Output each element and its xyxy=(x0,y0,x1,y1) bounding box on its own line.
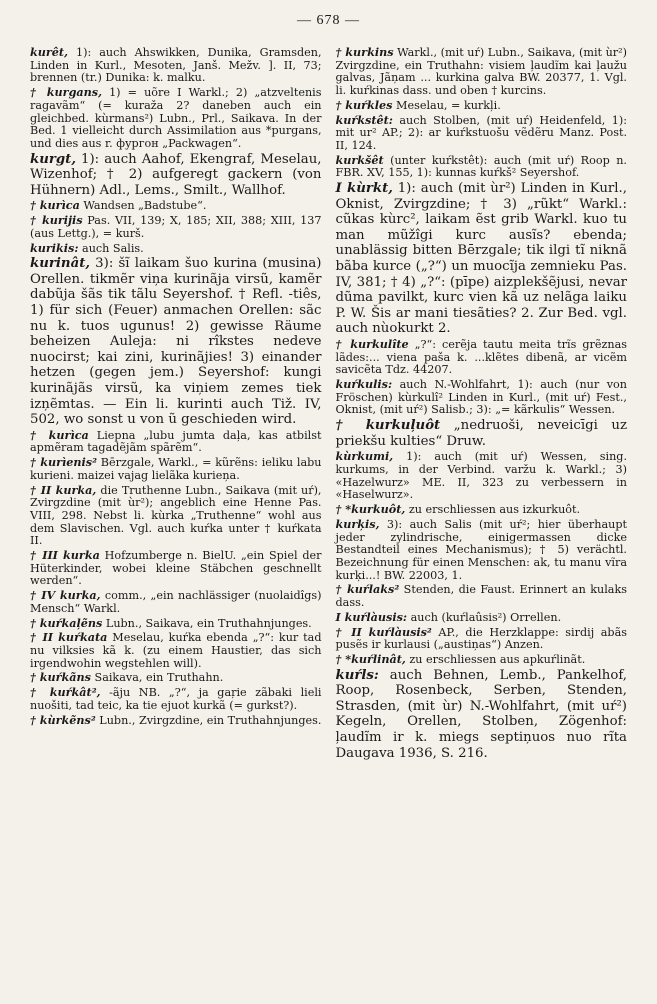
entry-text: 1) = uõre I Warkl.; 2) „atzveltenis ragavãm“ (= kuraža 2? daneben auch ein gleichbed. kùrmans²) Lubn., Prl., Saikava. In der Bed. 1 vielleicht durch Assimilation aus *purgans, und dies aus r. фургон „Packwagen“. xyxy=(30,86,322,150)
entry-text: Meselau, kuŕka ebenda „?“: kur tad nu vilksies kã k. (zu einem Haustier, das sich irgendwohin wegstehlen will). xyxy=(30,631,322,670)
entry-text: -ãju NB. „?“, ja gaŗie zãbaki lieli nuošiti, tad teic, ka tie ejuot kurkã (= gurkst?). xyxy=(30,686,322,712)
entry-text: 3): šĩ laikam šuo kurina (musina) Orellen. tikmẽr viņa kurinãja virsũ, kamẽr dabũja šãs tik tãlu Seyershof. † Refl. -tiês, 1) für sich (Feuer) anmachen Orellen: sãc nu k. tuos ugunus! 2) gewisse Räume beheizen Auleja: ni rîkstes nedeve nuocirst; kai zini, kurinãjies! 3) einander hetzen (gegen jem.) Seyershof: kungi kurinãjãs virsũ, ka viņiem zemes tiek izņẽmtas. — Ein li. kurinti auch Tiž. IV, 502, wo sonst u von ũ geschieden wird. xyxy=(30,256,322,428)
entry-headword: kurinât, xyxy=(30,256,90,272)
entry-headword: † kùrkẽns² xyxy=(30,712,96,727)
entry-text: 1): auch (mit uŕ) Wessen, sing. kurkums, in der Verbind. varžu k. Warkl.; 3) «Hazelwurz» ME. II, 323 zu verbessern in «Haselwurz». xyxy=(335,450,627,502)
entry-text: Lubn., Zvirgzdine, ein Truthahnjunges. xyxy=(95,713,322,727)
entry-text: Liepna „lubu jumta daļa, kas atbilst apmẽram tagadẽjãm spãrẽm“. xyxy=(30,428,322,455)
dictionary-entry xyxy=(336,46,628,98)
entry-text: Stenden, die Faust. Erinnert an kulaks dass. xyxy=(335,583,627,610)
dictionary-entry xyxy=(30,256,322,428)
dictionary-entry xyxy=(336,503,628,517)
page-number: — 678 — xyxy=(297,13,360,28)
dictionary-entry xyxy=(30,549,322,588)
dictionary-entry xyxy=(336,653,628,667)
dictionary-entry xyxy=(30,671,322,685)
dictionary-entry xyxy=(336,114,628,153)
dictionary-entry xyxy=(30,484,322,549)
entry-headword: † kurìca xyxy=(30,427,89,442)
entry-headword: kùrkumi, xyxy=(335,449,394,464)
entry-text: Bērzgale, Warkl., = kũrẽns: ieliku labu kurieni. maizei vajag lielãka kurieņa. xyxy=(30,456,322,482)
entry-text: (unter kuŕkstêt): auch (mit uŕ) Roop n. FBR. XV, 155, 1): kunnas kuŕkš² Seyershof. xyxy=(335,153,627,180)
entry-text: auch N.-Wohlfahrt, 1): auch (nur von Fröschen) kùrkulî² Linden in Kurl., (mit uŕ) Fest., Oknist, (mit uŕ²) Salisb.; 3): „= kãrkulis“ Wessen. xyxy=(335,378,627,417)
right-column xyxy=(336,46,628,762)
entry-headword: kuŕls: xyxy=(335,667,379,683)
entry-headword: † IV kurka, xyxy=(30,588,101,603)
left-column xyxy=(30,46,322,762)
dictionary-entry xyxy=(30,86,322,151)
entry-headword: † II kuŕkata xyxy=(30,630,108,645)
dictionary-entry xyxy=(336,611,628,625)
entry-text: Hofzumberge n. BielU. „ein Spiel der Hüterkinder, wobei kleine Stäbchen geschnellt werden“. xyxy=(30,549,322,588)
entry-headword: † kuŕkât², xyxy=(30,685,101,700)
entry-text: AP., die Herzklappe: sirdij abãs pusẽs ir kurlausi („austiņas“) Anzen. xyxy=(335,625,627,652)
entry-headword: † kurìenis² xyxy=(30,455,97,470)
dictionary-entry xyxy=(30,456,322,482)
entry-text: 1): auch (mit ùr²) Linden in Kurl., Oknist, Zvirgzdine; † 3) „rũkt“ Warkl.: cũkas kùrc², laikam ẽst grib Warkl. kuo tu man mũžîgi kurc ausĩs? ebenda; unablässig bitten Bērzgale; tik ilgi tĩ niknã bãba kurce („?“) un muocĩja zemnieku Pas. IV, 381; † 4) „?“: (pīpe) aizplekšẽjusi, nevar dũma pavilkt, kurc vien kã uz nelãga laiku P. W. Šis ar mani tiesãties? 2. Zur Bed. vgl. auch nùokurkt 2. xyxy=(335,181,627,337)
dictionary-entry xyxy=(336,338,628,377)
dictionary-entry xyxy=(336,154,628,180)
entry-headword: † kurkuļuôt xyxy=(335,418,441,434)
entry-headword: † III kurka xyxy=(30,548,100,563)
entry-text: „?“: cerẽja tautu meita trĩs grẽznas lãdes:... viena paša k. ...klẽtes dibenã, ar vicẽm savicẽta Tdz. 44207. xyxy=(335,337,627,377)
entry-headword: † kuŕkaļẽns xyxy=(30,615,103,630)
dictionary-entry xyxy=(336,626,628,652)
entry-text: 1): auch Ahswikken, Dunika, Gramsden, Linden in Kurl., Mesoten, Janš. Mežv. ]. II, 73; brennen (tr.) Dunika: k. malku. xyxy=(30,46,322,85)
dictionary-entry xyxy=(30,46,322,85)
entry-headword: † *kuŕlinât, xyxy=(335,651,406,666)
entry-text: Pas. VII, 139; X, 185; XII, 388; XIII, 137 (aus Lettg.), = kurš. xyxy=(30,214,322,240)
columns xyxy=(30,46,627,762)
entry-text: Saikava, ein Truthahn. xyxy=(90,671,224,685)
dictionary-entry xyxy=(30,214,322,240)
dictionary-entry xyxy=(30,589,322,615)
entry-headword: I kùrkt, xyxy=(335,181,393,197)
entry-headword: † II kuŕlàusis² xyxy=(335,624,432,639)
dictionary-entry xyxy=(30,631,322,670)
dictionary-entry xyxy=(336,181,628,337)
entry-text: die Truthenne Lubn., Saikava (mit uŕ), Zvirgzdine (mit ùr²); angeblich eine Henne Pas. VIII, 298. Nebst li. kùrka „Truthenne“ wohl aus dem Slavischen. Vgl. auch kuŕka unter † kuŕkata II. xyxy=(30,483,322,548)
entry-headword: † kurìca xyxy=(30,198,80,213)
entry-headword: † kurgans, xyxy=(30,85,102,100)
dictionary-entry xyxy=(30,199,322,213)
entry-headword: † kurkulîte xyxy=(335,336,409,351)
entry-text: auch Behnen, Lemb., Pankelhof, Roop, Rosenbeck, Serben, Stenden, Strasden, (mit ùr) N.-Wohlfahrt, (mit uŕ²) Kegeln, Orellen, Stolben, Zögenhof: ļaudĩm ir k. miegs septiņuos nuo rĩta Daugava 1936, S. 216. xyxy=(335,667,627,761)
dictionary-entry xyxy=(30,242,322,256)
entry-headword: kuŕkulis: xyxy=(335,377,393,392)
entry-text: Meselau, = kurkļi. xyxy=(392,98,501,112)
entry-text: zu erschliessen aus izkurkuôt. xyxy=(405,503,581,517)
entry-text: auch Stolben, (mit uŕ) Heidenfeld, 1): mit ur² AP.; 2): ar kuŕkstuošu vẽdẽru Manz. Post. II, 124. xyxy=(335,113,627,152)
entry-headword: I kuŕlàusis: xyxy=(335,609,408,624)
entry-text: 1): auch Aahof, Ekengraf, Meselau, Wizenhof; † 2) aufgeregt gackern (von Hühnern) Adl., Lems., Smilt., Wallhof. xyxy=(30,151,322,198)
entry-headword: † kuŕkãns xyxy=(30,670,91,685)
entry-headword: kurikis: xyxy=(30,240,79,255)
entry-text: zu erschliessen aus apkuŕlinãt. xyxy=(405,652,586,666)
entry-text: Lubn., Saikava, ein Truthahnjunges. xyxy=(102,616,312,630)
dictionary-entry xyxy=(336,418,628,449)
entry-text: Wandsen „Badstube“. xyxy=(79,199,207,213)
dictionary-entry xyxy=(30,686,322,712)
dictionary-entry xyxy=(336,99,628,113)
entry-headword: † kuŕlaks² xyxy=(335,582,400,597)
dictionary-entry xyxy=(30,429,322,455)
entry-headword: † *kurkuôt, xyxy=(335,502,406,517)
dictionary-entry xyxy=(336,668,628,762)
dictionary-entry xyxy=(336,450,628,502)
dictionary-entry xyxy=(336,583,628,609)
dictionary-entry xyxy=(30,152,322,199)
entry-text: „nedruoši, neveicīgi uz priekšu kulties“ Druw. xyxy=(335,418,627,449)
entry-headword: † kuŕkles xyxy=(335,97,393,112)
entry-text: Warkl., (mit uŕ) Lubn., Saikava, (mit ùr²) Zvirgzdine, ein Truthahn: visiem ļaudĩm kai ļaužu galvas, Jãņam ... kurkina galva BW. 20377, 1. Vgl. li. kuŕkinas dass. und oben † kurcins. xyxy=(335,46,628,98)
entry-headword: † kurkins xyxy=(335,45,394,59)
dictionary-entry xyxy=(336,518,628,583)
entry-headword: kurķis, xyxy=(335,516,380,531)
entry-text: comm., „ein nachlässiger (nuolaidîgs) Mensch“ Warkl. xyxy=(30,589,322,615)
entry-headword: kurkšêt xyxy=(335,152,384,167)
dictionary-entry xyxy=(30,617,322,631)
entry-headword: kuŕkstêt: xyxy=(335,112,393,127)
entry-headword: † kurijis xyxy=(30,213,83,228)
entry-headword: kurgt, xyxy=(30,151,76,167)
entry-text: 3): auch Salis (mit uŕ²; hier überhaupt jeder zylindrische, einigermassen dicke Bestandteil eines Mechanismus); † 5) verächtl. Bezeichnung für einen Menschen: ak, tu manu vĩra kurķi...! BW. 22003, 1. xyxy=(335,517,627,582)
dictionary-entry xyxy=(30,714,322,728)
entry-headword: kurêt, xyxy=(30,45,68,59)
entry-text: auch (kuŕlaûsis²) Orrellen. xyxy=(407,610,562,624)
entry-text: auch Salis. xyxy=(78,241,144,255)
entry-headword: † II kurka, xyxy=(30,482,97,497)
dictionary-entry xyxy=(336,378,628,417)
